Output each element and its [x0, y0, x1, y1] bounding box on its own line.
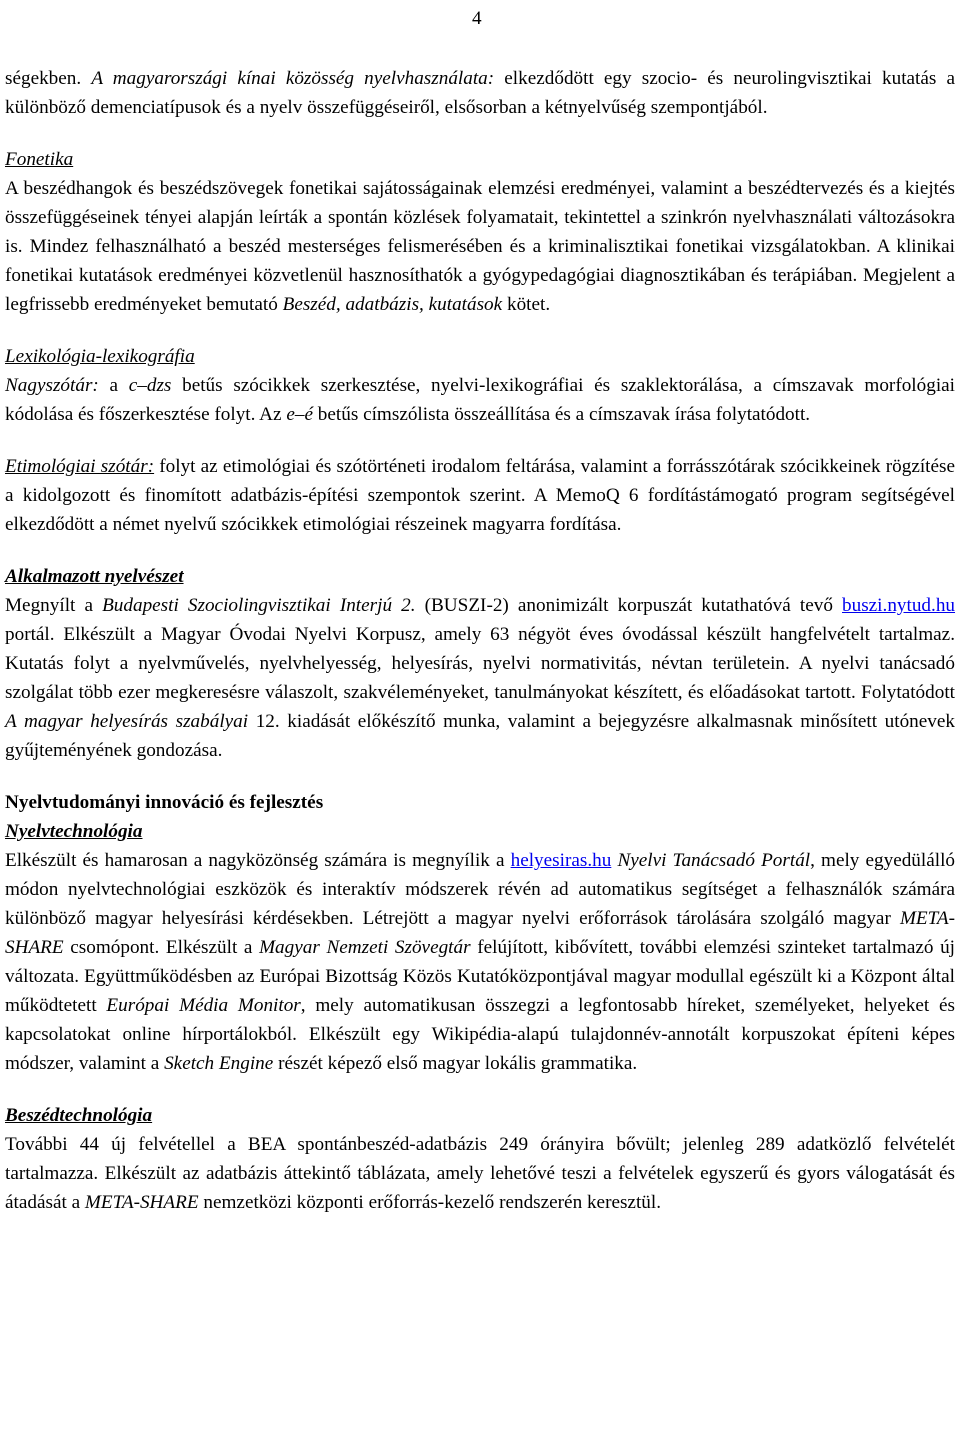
etimologiai-text: folyt az etimológiai és szótörténeti irodalom feltárása, valamint a forrásszótárak szócikkeinek rögzítése a kidolgozott és finomított adatbázis-építési szempontok szerint. A MemoQ 6 fordítástámogató program segítségével elkezdődött a német nyelvű szócikkek etimológiai részeinek magyarra fordítása. — [5, 456, 955, 535]
nagyszotar-label: Nagyszótár: — [5, 375, 99, 396]
lexikologia-text-3: betűs címszólista összeállítása és a címszavak írása folytatódott. — [312, 404, 811, 425]
innovacio-section — [5, 788, 955, 1078]
innovacio-text-6: részét képező első magyar lokális grammatika. — [273, 1053, 638, 1074]
meta-share-term: META-SHARE — [5, 908, 955, 958]
dash-1: – — [137, 375, 147, 396]
alkalmazott-text-1: Megnyílt a — [5, 595, 103, 616]
letter-c: c — [128, 375, 138, 396]
beszedtech-section — [5, 1101, 955, 1217]
buszi-title: Budapesti Szociolingvisztikai Interjú 2. — [102, 595, 416, 616]
sketch-engine-term: Sketch Engine — [164, 1053, 274, 1074]
intro-text-2: elkezdődött egy szocio- és neurolingvisztikai kutatás a különböző demenciatípusok és a nyelv összefüggéseiről, elsősorban a kétnyelvűség szempontjából. — [5, 68, 955, 118]
media-monitor-title: Európai Média Monitor — [106, 995, 301, 1016]
page-number: 4 — [472, 8, 482, 29]
alkalmazott-text-4: 12. kiadását előkészítő munka, valamint a bejegyzésre alkalmasnak minősített utónevek gyűjteményének gondozása. — [5, 711, 955, 761]
etimologiai-label: Etimológiai szótár: — [5, 456, 155, 477]
beszedtech-heading: Beszédtechnológia — [5, 1105, 153, 1126]
lexikologia-section — [5, 342, 955, 429]
alkalmazott-text-3: portál. Elkészült a Magyar Óvodai Nyelvi Korpusz, amely 63 négyöt éves óvodással készült hangfelvételt tartalmaz. Kutatás folyt a nyelvművelés, nyelvhelyesség, helyesírás, nyelvi normativitás, névtan területein. A nyelvi tanácsadó szolgálat több ezer megkeresésre válaszolt, szakvéleményeket, tanulmányokat készített, és előadásokat tartott. Folytatódott — [5, 624, 955, 703]
portal-title: Nyelvi Tanácsadó Portál — [617, 850, 811, 871]
intro-paragraph — [5, 64, 955, 122]
nyelvtechnologia-heading: Nyelvtechnológia — [5, 821, 143, 842]
beszedtech-text-2: nemzetközi központi erőforrás-kezelő rendszerén keresztül. — [198, 1192, 662, 1213]
szovegtar-title: Magyar Nemzeti Szövegtár — [259, 937, 471, 958]
document-body — [5, 64, 955, 1217]
meta-share-term-2: META-SHARE — [84, 1192, 199, 1213]
intro-title: A magyarországi kínai közösség nyelvhasználata: — [91, 68, 495, 89]
fonetika-text-1: A beszédhangok és beszédszövegek fonetikai sajátosságainak elemzési eredményei, valamint a beszédtervezés és a kiejtés összefüggéseinek tényei alapján leírták a spontán közlések folyamatait, tekintettel a szinkrón nyelvhasználati változásokra is. Mindez felhasználható a beszéd mesterséges felismerésében és a kriminalisztikai fonetikai vizsgálatokban. A klinikai fonetikai kutatások eredményei közvetlenül hasznosíthatók a gyógypedagógiai diagnosztikában és terápiában. Megjelent a legfrissebb eredményeket bemutató — [5, 178, 955, 315]
alkalmazott-text-2: (BUSZI-2) anonimizált korpuszát kutathatóvá tevő — [415, 595, 843, 616]
fonetika-book-title: Beszéd, adatbázis, kutatások — [282, 294, 503, 315]
fonetika-section — [5, 145, 955, 319]
alkalmazott-section — [5, 562, 955, 765]
letter-e-acute: é — [304, 404, 313, 425]
lexikologia-text-1: a — [98, 375, 129, 396]
innovacio-heading: Nyelvtudományi innováció és fejlesztés — [5, 792, 324, 813]
helyesiras-title: A magyar helyesírás szabályai — [5, 711, 249, 732]
lexikologia-text-2: betűs szócikkek szerkesztése, nyelvi-lexikográfiai és szaklektorálása, a címszavak morfológiai kódolása és főszerkesztése folyt. Az — [5, 375, 955, 425]
intro-text-1: ségekben. — [5, 68, 92, 89]
letter-dzs: dzs — [146, 375, 172, 396]
innovacio-text-4: felújított, kibővített, további elemzési szinteket tartalmazó új változata. Együttműködésben az Európai Bizottság Közös Kutatóközpontjával magyar modullal egészült ki a Központ által működtetett — [5, 937, 955, 1016]
beszedtech-text-1: További 44 új felvétellel a BEA spontánbeszéd-adatbázis 249 órányira bővült; jelenleg 289 adatközlő felvételét tartalmazza. Elkészült az adatbázis áttekintő táblázata, amely lehetővé teszi a felvételek egyszerű és gyors válogatását és átadását a — [5, 1134, 955, 1213]
alkalmazott-heading: Alkalmazott nyelvészet — [5, 566, 184, 587]
etimologiai-paragraph — [5, 452, 955, 539]
fonetika-heading: Fonetika — [5, 149, 74, 170]
fonetika-text-2: kötet. — [502, 294, 551, 315]
letter-e: e — [286, 404, 295, 425]
lexikologia-heading: Lexikológia-lexikográfia — [5, 346, 195, 367]
innovacio-text-1: Elkészült és hamarosan a nagyközönség számára is megnyílik a — [5, 850, 511, 871]
dash-2: – — [294, 404, 305, 425]
innovacio-text-5: , mely automatikusan összegzi a legfontosabb híreket, személyeket, helyeket és kapcsolatokat online hírportálokból. Elkészült egy Wikipédia-alapú tulajdonnév-annotált korpuszokat építeni képes módszer, valamint a — [5, 995, 956, 1074]
innovacio-text-2: , mely egyedülálló módon nyelvtechnológiai eszközök és interaktív módszerek révén ad automatikus segítséget a felhasználók számára különböző magyar helyesírási kérdésekben. Létrejött a magyar nyelvi erőforrások tárolására szolgáló magyar — [5, 850, 956, 929]
buszi-link[interactable]: buszi.nytud.hu — [842, 595, 956, 616]
innovacio-text-3: csomópont. Elkészült a — [63, 937, 260, 958]
helyesiras-link[interactable]: helyesiras.hu — [510, 850, 612, 871]
